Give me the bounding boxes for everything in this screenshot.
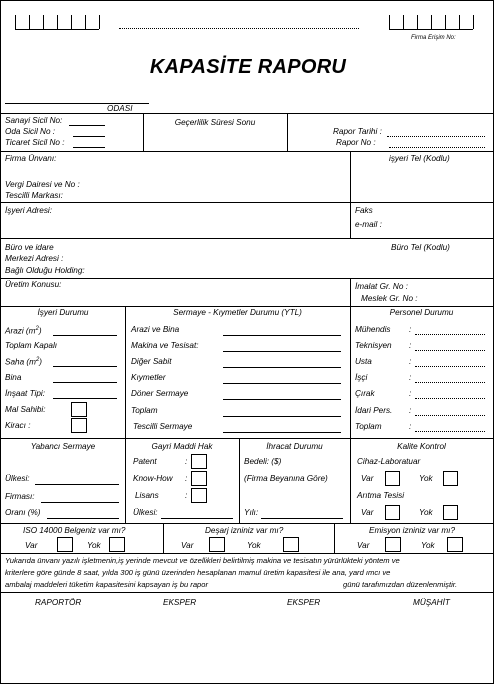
license-checkbox[interactable] [191,488,207,503]
trade-registry-label: Ticaret Sicil No : [5,138,65,147]
building-label: Bina [5,373,22,382]
discharge-yes-label: Var [181,541,194,550]
treatment-label: Arıtma Tesisi [357,491,405,500]
knowhow-checkbox[interactable] [191,471,207,486]
license-label: Lisans [135,491,159,500]
working-capital-label: Döner Sermaye [131,389,189,398]
manufacturing-group-label: İmalat Gr. No : [355,282,408,291]
owner-label: Mal Sahibi: [5,405,46,414]
export-title: İhracat Durumu [266,442,323,451]
iso-no-checkbox[interactable] [109,537,125,552]
workplace-status-title: İşyeri Durumu [37,308,89,317]
tenant-label: Kiracı : [5,421,31,430]
treatment-no-label: Yok [419,508,433,517]
access-number-label: Firma Erişim No: [411,35,456,41]
machinery-label: Makina ve Tesisat: [131,341,199,350]
quality-title: Kalite Kontrol [397,442,446,451]
fax-label: Faks [355,206,373,215]
emission-yes-checkbox[interactable] [385,537,401,552]
registered-capital-label: Tescilli Sermaye [133,422,193,431]
signature-expert-1: EKSPER [163,598,197,607]
total-covered-label: Toplam Kapalı [5,341,58,350]
page-title: KAPASİTE RAPORU [149,56,347,78]
validity-end-label: Geçerlilik Süresi Sonu [174,118,256,127]
holding-label: Bağlı Olduğu Holding: [5,266,85,275]
office-phone-label: Büro Tel (Kodlu) [391,243,450,252]
firm-name-label: Firma Ünvanı: [5,154,57,163]
other-fixed-label: Diğer Sabit [131,357,172,366]
signature-reporter: RAPORTÖR [35,598,82,607]
knowhow-label: Know-How [133,474,173,483]
construction-type-label: İnşaat Tipi: [5,389,45,398]
lab-no-checkbox[interactable] [443,471,458,486]
discharge-no-checkbox[interactable] [283,537,299,552]
personnel-engineer-label: Mühendis [355,325,391,334]
lab-yes-label: Var [361,474,374,483]
lab-no-label: Yok [419,474,433,483]
lab-yes-checkbox[interactable] [385,471,400,486]
export-amount-label: Bedeli: ($) [244,457,282,466]
lab-label: Cihaz-Laboratuar [357,457,421,466]
tenant-checkbox[interactable] [71,418,87,433]
signature-expert-2: EKSPER [287,598,321,607]
assets-label: Kıymetler [131,373,166,382]
statement-line-1: Yukarıda ünvanı yazılı işletmenin,iş yerinde mevcut ve özellikleri belirtilmiş makina ve tesisatın yürürlükteki yöntem ve [5,556,400,565]
report-date-label: Rapor Tarihi : [333,127,382,136]
chamber-label: ODASI [107,104,133,113]
discharge-question: Deşarj izniniz var mı? [205,526,284,535]
foreign-capital-title: Yabancı Sermaye [30,442,96,451]
capital-total-label: Toplam [131,406,158,415]
personnel-technician-label: Teknisyen [355,341,392,350]
report-number-label: Rapor No : [336,138,376,147]
iso-yes-checkbox[interactable] [57,537,73,552]
iso-yes-label: Var [25,541,38,550]
owner-checkbox[interactable] [71,402,87,417]
personnel-admin-label: İdari Pers. [355,406,393,415]
production-subject-label: Üretim Konusu: [5,280,62,289]
workplace-phone-label: işyeri Tel (Kodlu) [389,154,450,163]
emission-no-checkbox[interactable] [447,537,463,552]
emission-no-label: Yok [421,541,435,550]
industry-registry-label: Sanayi Sicil No: [5,116,63,125]
foreign-ratio-label: Oranı (%) [5,508,41,517]
capital-assets-title: Sermaye - Kıymetler Durumu (YTL) [173,308,302,317]
personnel-title: Personel Durumu [389,308,454,317]
statement-line-3b: günü tarafımızdan düzenlenmiştir. [343,580,458,589]
iso-no-label: Yok [87,541,101,550]
statement-line-3a: ambalaj maddeleri tüketim kapasitesini kapsayan iş bu rapor [5,580,209,589]
discharge-no-label: Yok [247,541,261,550]
registered-brand-label: Tescilli Markası: [5,191,63,200]
iso-question: ISO 14000 Belgeniz var mı? [23,526,126,535]
signature-observer: MÜŞAHİT [413,598,450,607]
export-year-label: Yılı: [244,508,259,517]
export-declaration-label: (Firma Beyanına Göre) [244,474,328,483]
discharge-yes-checkbox[interactable] [209,537,225,552]
emission-question: Emisyon izniniz var mı? [369,526,455,535]
personnel-apprentice-label: Çırak [355,389,375,398]
personnel-worker-label: İşçi [355,373,368,382]
report-form: Firma Erişim No: KAPASİTE RAPORU ODASI Sanayi Sicil No: Oda Sicil No : Ticaret Sicil No : Geçerlilik Süresi Sonu Rapor Tarihi : Rapor No : Firma Ünvanı: işyeri Tel (Kodlu) Vergi Dairesi ve No : Tescilli Markası: İşyeri Adresi: Faks e-mail : Büro ve idare Büro Tel (Kodlu) Merkezi Adresi : Bağlı Olduğu Holding: Üretim Konusu: İmalat Gr. No : Meslek Gr. No : İşyeri Durumu Arazi $(m^2)$ Toplam Kapalı Saha $(m^2)$ Bina İnşaat Tipi: Mal Sahibi: Kiracı : Sermaye - Kıymetler Durumu (YTL) Arazi ve Bina Makina ve Tesisat: Diğer Sabit Kıymetler Döner Sermaye Toplam Tescilli Sermaye Personel Durumu Mühendis : Teknisyen : Usta : İşçi : Çırak : İdari Pers. : Toplam : Yabancı Sermaye Ülkesi: Firması: Oranı (%) Gayri Maddi Hak Patent : Know-How : Lisans : Ülkesi: İhracat Durumu Bedeli: ($) (Firma Beyanına Göre) Yılı: Kalite Kontrol Cihaz-Laboratuar Var Yok Arıtma Tesisi Var Yok ISO 14000 Belgeniz var mı? Var Yok Deşarj izniniz var mı? Var Yok Emisyon izniniz var mı? Var Yok Yukarıda ünvanı yazılı işletmenin,iş yerinde mevcut ve özellikleri belirtilmiş makina ve tesisatın yürürlükteki yöntem ve kriterlere göre günde 8 saat, yılda 300 iş günü üzerinden hesaplanan mamul üretim kapasitesi ile ana, yard ımcı ve ambalaj maddeleri tüketim kapasitesini kapsayan iş bu rapor günü tarafımızdan düzenlenmiştir. RAPORTÖR EKSPER EKSPER MÜŞAHİT [0,0,494,684]
personnel-master-label: Usta [355,357,372,366]
site-area-label: Saha $(m^2)$ [5,357,43,367]
hq-address-label: Merkezi Adresi : [5,254,64,263]
left-tick-boxes [15,15,99,30]
office-hq-label: Büro ve idare [5,243,54,252]
foreign-country-label: Ülkesi: [5,474,30,483]
header-dotted-line [119,28,359,29]
email-label: e-mail : [355,220,382,229]
workplace-address-label: İşyeri Adresi: [5,206,53,215]
land-building-label: Arazi ve Bina [131,325,180,334]
land-area-label: Arazi $(m^2)$ [5,326,42,336]
patent-label: Patent [133,457,157,466]
statement-line-2: kriterlere göre günde 8 saat, yılda 300 iş günü üzerinden hesaplanan mamul üretim kapasitesi ile ana, yard ımcı ve [5,568,391,577]
intangible-country-label: Ülkesi: [133,508,158,517]
profession-group-label: Meslek Gr. No : [361,294,418,303]
foreign-company-label: Firması: [5,492,35,501]
personnel-total-label: Toplam [355,422,382,431]
emission-yes-label: Var [357,541,370,550]
treatment-yes-checkbox[interactable] [385,505,400,520]
treatment-no-checkbox[interactable] [443,505,458,520]
intangible-title: Gayri Maddi Hak [151,442,213,451]
chamber-registry-label: Oda Sicil No : [5,127,56,136]
access-tick-boxes [389,15,473,30]
patent-checkbox[interactable] [191,454,207,469]
treatment-yes-label: Var [361,508,374,517]
tax-office-label: Vergi Dairesi ve No : [5,180,80,189]
